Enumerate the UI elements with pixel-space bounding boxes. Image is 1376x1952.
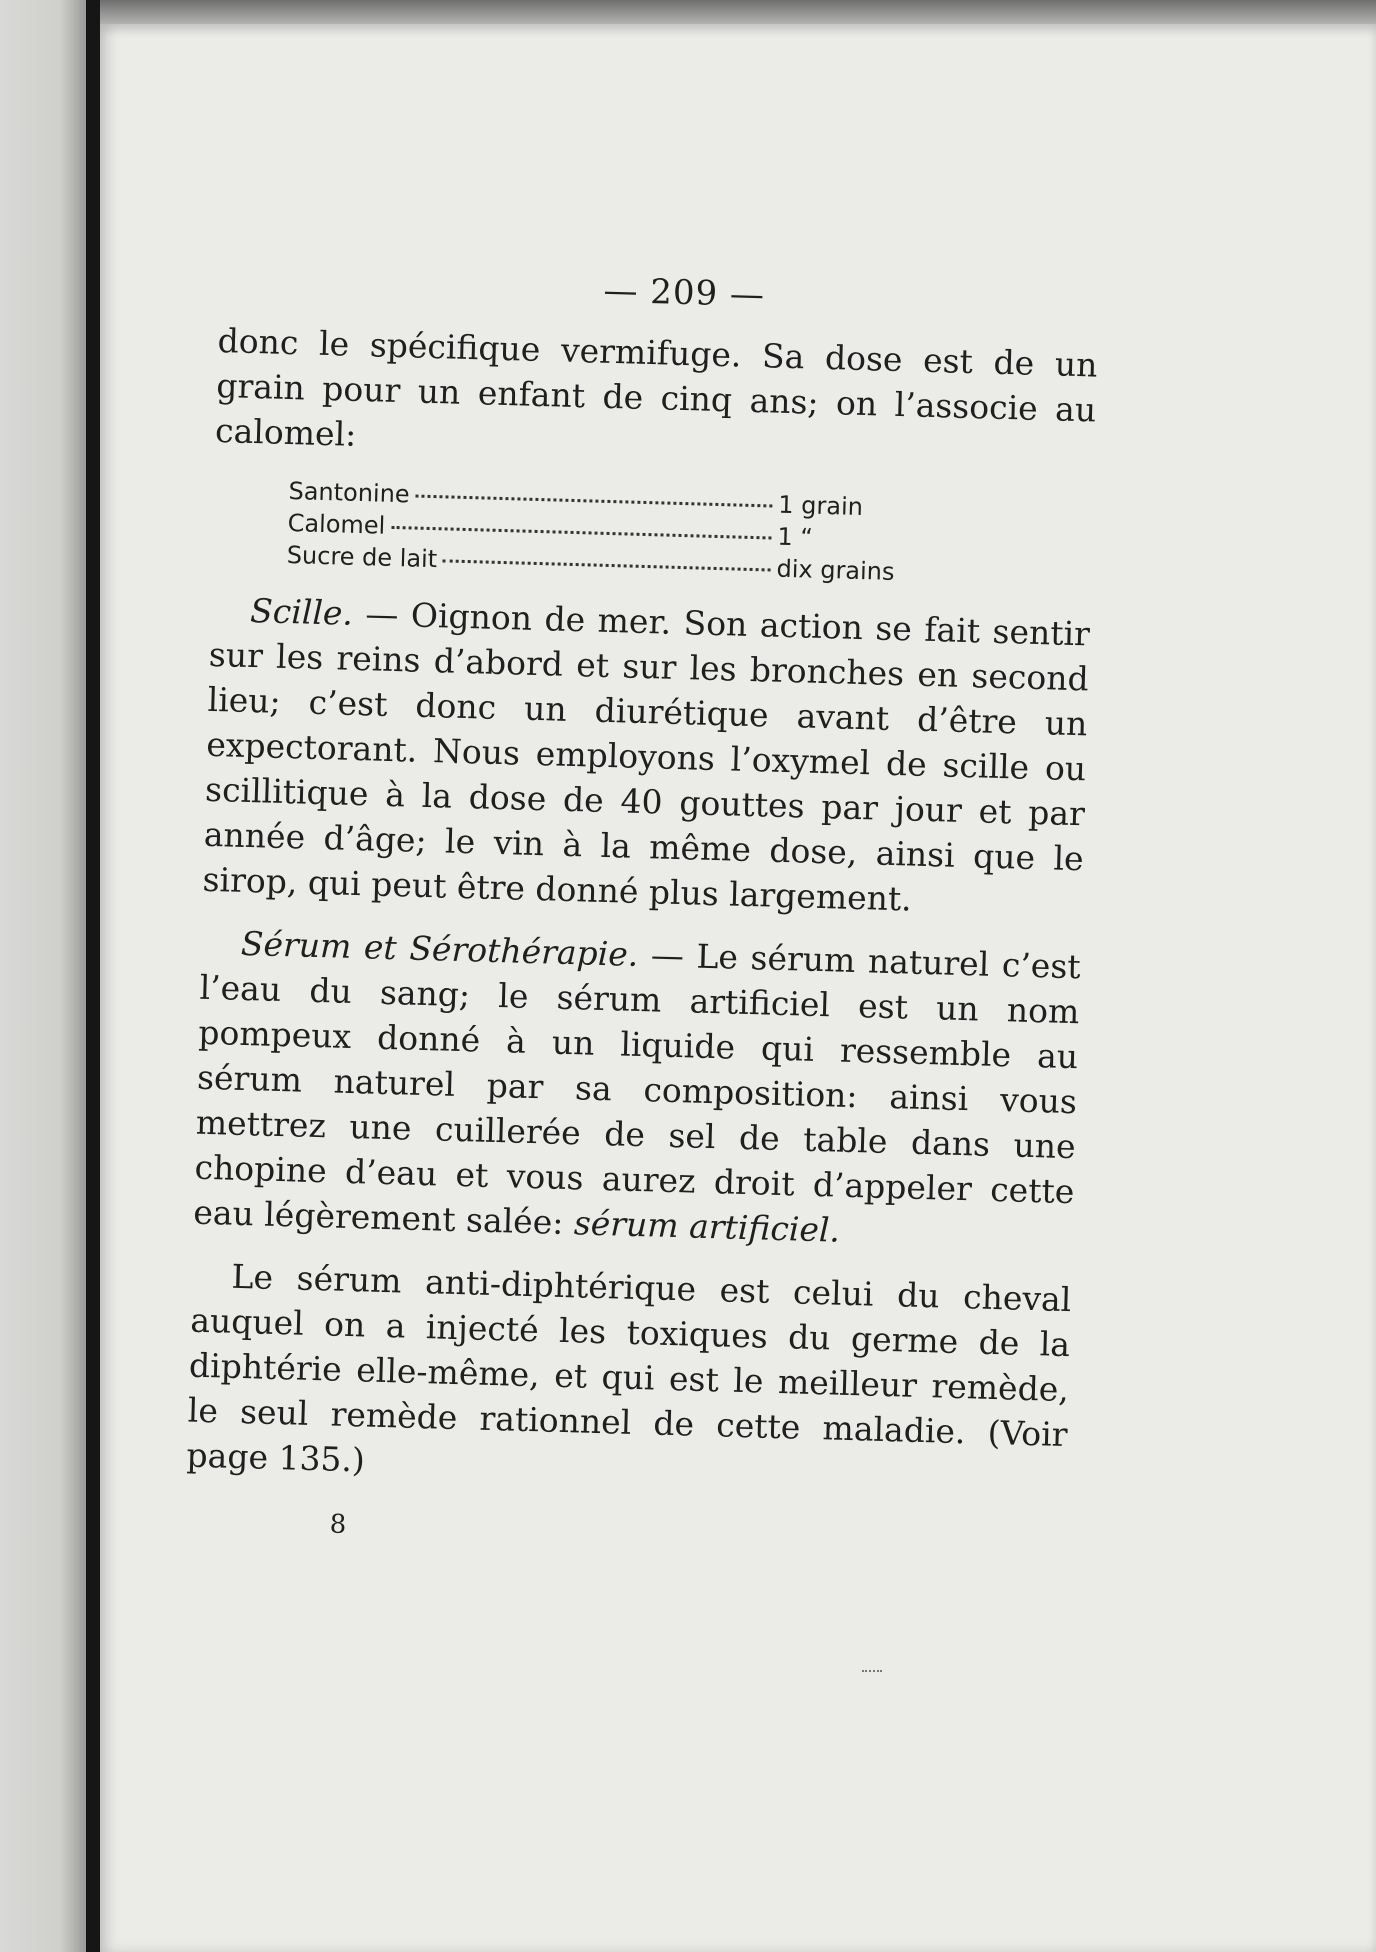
- print-speck: [862, 1667, 882, 1672]
- recipe-ingredient: Santonine: [288, 477, 411, 509]
- dot-leader: [443, 559, 770, 571]
- dot-leader: [416, 495, 773, 508]
- serum-emphasis: sérum artificiel.: [573, 1203, 841, 1250]
- intro-paragraph: donc le spécifique vermifuge. Sa dose est de un grain pour un enfant de cinq ans; on l’associe au calomel:: [214, 320, 1098, 454]
- recipe-table: [286, 475, 918, 589]
- serum-paragraph: [193, 920, 1081, 1259]
- scille-text: — Oignon de mer. Son action se fait sentir sur les reins d’abord et sur les bronches en second lieu; c’est donc un diurétique avant d’être un expectorant. Nous employons l’oxymel de scille ou scillitique à la dose de 40 gouttes par jour et par année d’âge; le vin à la même dose, ainsi que le sirop, qui peut être donné plus largement.: [202, 593, 1091, 919]
- book-spine: [86, 0, 100, 1952]
- recipe-quantity: 1 “: [777, 522, 814, 552]
- recipe-quantity: 1 grain: [777, 490, 864, 522]
- antidiphteric-paragraph: Le sérum anti-diphtérique est celui du cheval auquel on a injecté les toxiques du germe de la diphtérie elle-même, et qui est le meilleur remède, le seul remède rationnel de cette maladie. (Voir page 135.): [186, 1256, 1072, 1480]
- recipe-ingredient: Sucre de lait: [286, 540, 438, 574]
- scille-paragraph: [202, 587, 1090, 926]
- recipe-ingredient: Calomel: [287, 508, 386, 540]
- signature-mark: 8: [329, 1509, 347, 1541]
- left-page-edge: [0, 0, 86, 1952]
- page-number: — 209 —: [602, 270, 766, 316]
- serum-term: Sérum et Sérothérapie.: [240, 923, 639, 974]
- page-text-block: [184, 260, 1099, 1560]
- serum-text: — Le sérum naturel c’est l’eau du sang; le sérum artificiel est un nom pompeux donné à un liquide qui ressemble au sérum naturel par sa composition: ainsi vous mettrez une cuillerée de sel de table dans une chopine d’eau et vous aurez droit d’appeler cette eau légèrement salée:: [192, 934, 1082, 1243]
- recipe-quantity: dix grains: [776, 554, 895, 586]
- scille-term: Scille.: [249, 590, 354, 633]
- dot-leader: [391, 526, 771, 540]
